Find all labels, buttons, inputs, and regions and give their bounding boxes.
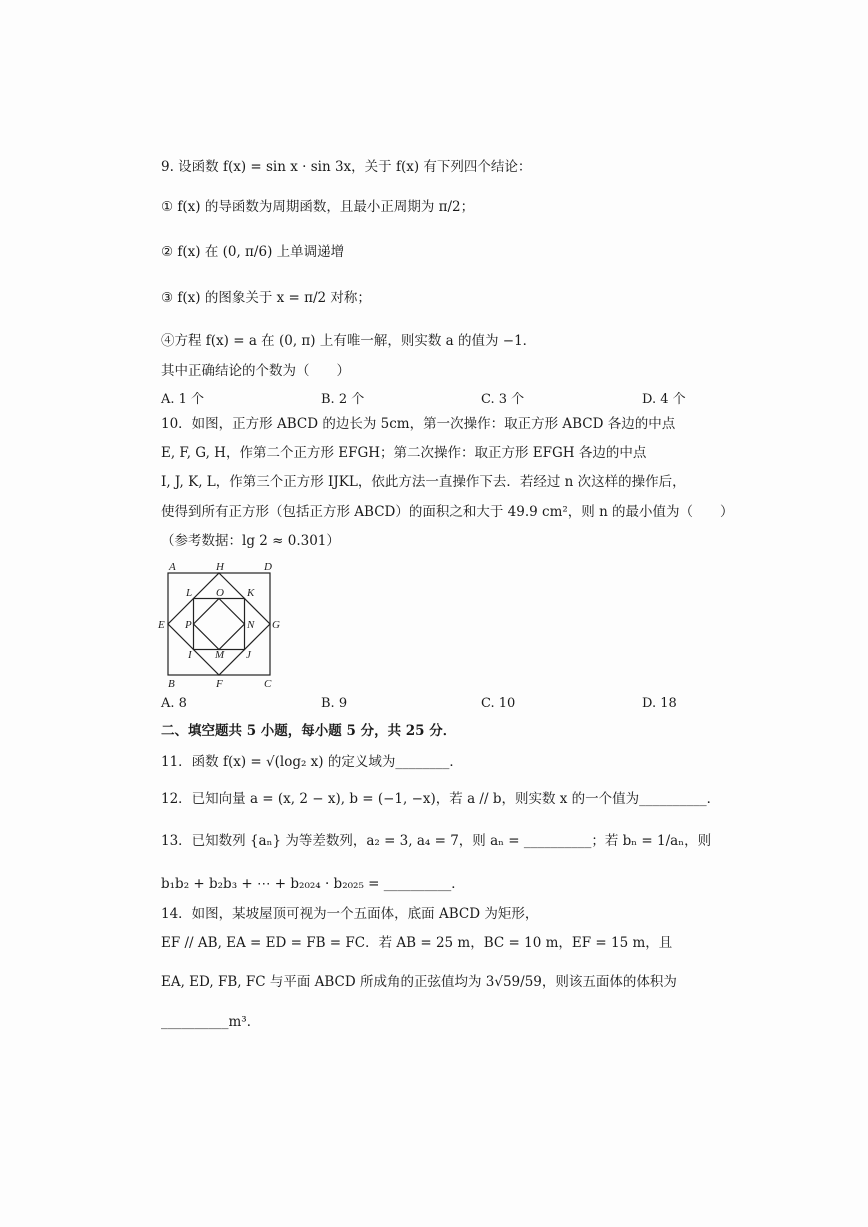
- q14-line-4: __________m³．: [161, 1014, 261, 1030]
- q10-squares-figure: [155, 558, 290, 690]
- label-p: P: [185, 619, 192, 631]
- q10-line-2: E, F, G, H，作第二个正方形 EFGH；第二次操作：取正方形 EFGH 各边的中点: [161, 445, 647, 461]
- q9-statement-3: ③ f(x) 的图象关于 x = π/2 对称；: [161, 290, 371, 306]
- q9-option-d: D. 4 个: [642, 392, 686, 407]
- q12: 12．已知向量 a = (x, 2 − x), b = (−1, −x)，若 a // b，则实数 x 的一个值为__________．: [161, 791, 721, 807]
- q9-statement-4: ④方程 f(x) = a 在 (0, π) 上有唯一解，则实数 a 的值为 −1．: [161, 333, 537, 349]
- q9-statement-1: ① f(x) 的导函数为周期函数，且最小正周期为 π/2；: [161, 199, 475, 215]
- q10-line-3: I, J, K, L，作第三个正方形 IJKL，依此方法一直操作下去．若经过 n 次这样的操作后，: [161, 474, 686, 490]
- q10-option-d: D. 18: [642, 696, 677, 711]
- label-m: M: [215, 649, 225, 661]
- label-h: H: [216, 561, 224, 573]
- label-c: C: [264, 678, 272, 690]
- label-a: A: [169, 561, 176, 573]
- label-j: J: [246, 649, 251, 661]
- label-b: B: [168, 678, 175, 690]
- q10-option-c: C. 10: [481, 696, 516, 711]
- q14-line-3: EA, ED, FB, FC 与平面 ABCD 所成角的正弦值均为 3√59/59，则该五面体的体积为: [161, 974, 677, 990]
- label-l: L: [186, 587, 193, 599]
- q9-option-b: B. 2 个: [321, 392, 365, 407]
- label-o: O: [216, 587, 224, 599]
- q10-option-a: A. 8: [161, 696, 187, 711]
- label-d: D: [264, 561, 272, 573]
- q10-option-b: B. 9: [321, 696, 348, 711]
- label-g: G: [272, 619, 280, 631]
- q9-option-a: A. 1 个: [161, 392, 205, 407]
- q11: 11．函数 f(x) = √(log₂ x) 的定义域为________．: [161, 754, 463, 770]
- q10-line-4: 使得到所有正方形（包括正方形 ABCD）的面积之和大于 49.9 cm²，则 n 的最小值为（ ）: [161, 504, 734, 520]
- q10-line-5: （参考数据：lg 2 ≈ 0.301）: [161, 533, 340, 549]
- q13-line-1: 13．已知数列 {aₙ} 为等差数列，a₂ = 3, a₄ = 7，则 aₙ = __________；若 bₙ = 1/aₙ，则: [161, 833, 712, 849]
- q14-line-2: EF // AB, EA = ED = FB = FC．若 AB = 25 m，BC = 10 m，EF = 15 m，且: [161, 935, 673, 951]
- q9-stem: 9. 设函数 f(x) = sin x · sin 3x，关于 f(x) 有下列四个结论：: [161, 159, 532, 175]
- q10-line-1: 10．如图，正方形 ABCD 的边长为 5cm，第一次操作：取正方形 ABCD 各边的中点: [161, 416, 676, 432]
- label-n: N: [247, 619, 255, 631]
- label-e: E: [158, 619, 165, 631]
- label-i: I: [188, 649, 192, 661]
- q9-option-c: C. 3 个: [481, 392, 525, 407]
- label-k: K: [247, 587, 255, 599]
- q9-question: 其中正确结论的个数为（ ）: [161, 363, 350, 379]
- q9-statement-2: ② f(x) 在 (0, π/6) 上单调递增: [161, 244, 345, 260]
- q14-line-1: 14．如图，某坡屋顶可视为一个五面体，底面 ABCD 为矩形，: [161, 906, 539, 922]
- q13-line-2: b₁b₂ + b₂b₃ + ⋯ + b₂₀₂₄ · b₂₀₂₅ = __________．: [161, 876, 465, 892]
- label-f: F: [216, 678, 223, 690]
- section-heading: 二、填空题共 5 小题，每小题 5 分，共 25 分．: [161, 723, 457, 739]
